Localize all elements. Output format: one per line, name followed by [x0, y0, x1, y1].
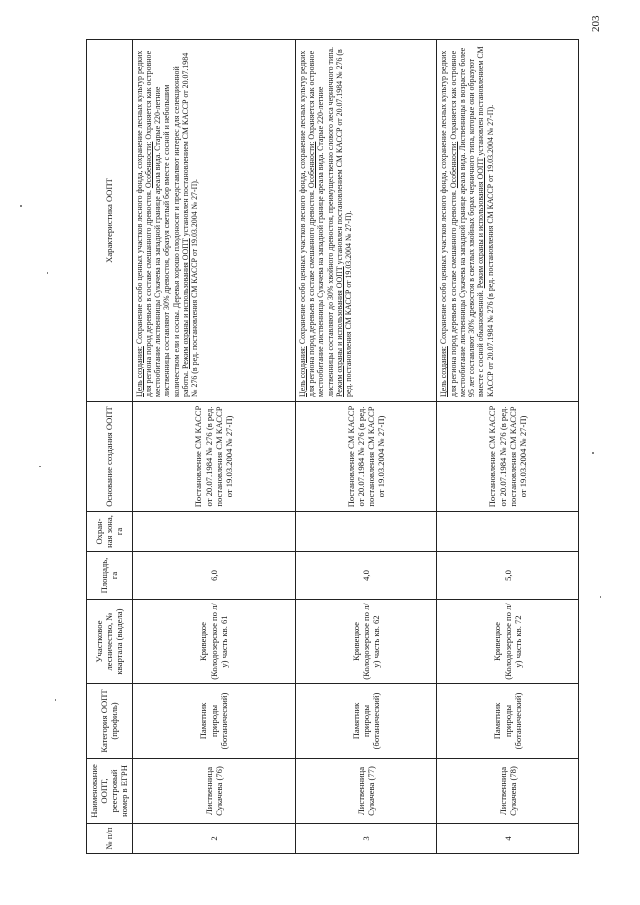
- feature-text: Охраняется как островное местообитание лиственницы Сукачева на западной границе ареала вида. Старые 220-летние лиственницы составляют до 30% хвойного древостоя, преимущественно слового леса черничного типа.: [307, 47, 335, 397]
- row-number: 2: [132, 824, 295, 854]
- feature-label: Особенности:: [307, 141, 317, 189]
- row-forestry: Кривецкое (Колодозерское по л/у) часть кв. 62: [295, 600, 437, 684]
- registry-table: [86, 39, 579, 854]
- scan-speck: [47, 272, 48, 274]
- goal-text: Сохранение особо ценных участков лесного фонда, сохранение лесных культур редких для региона пород деревьев в составе смешанного древостоя.: [439, 50, 458, 397]
- row-number: 3: [295, 824, 437, 854]
- row-description: [437, 40, 579, 402]
- header-num: № п/п: [87, 824, 133, 854]
- header-basis: Основание создания ООПТ: [87, 402, 133, 512]
- goal-text: Сохранение особо ценных участков лесного фонда, сохранение лесных культур редких для региона пород деревьев в составе смешанного древостоя.: [134, 50, 153, 397]
- row-area: 4,0: [295, 552, 437, 600]
- scan-speck: [592, 452, 594, 454]
- scan-speck: [39, 466, 41, 467]
- row-basis: Постановление СМ КАССР от 20.07.1984 № 276 (в ред. постановления СМ КАССР от 19.03.2004 № 27-П): [437, 402, 579, 512]
- row-category: Памятник природы (ботанический): [295, 684, 437, 759]
- rotated-table-container: [86, 40, 579, 854]
- table-row: [437, 40, 579, 854]
- regime-label: Режим охраны и использования ООПТ: [180, 238, 190, 369]
- regime-text: установлен постановлением СМ КАССР от 20.07.1984 № 276 (в ред. постановления СМ КАССР от 19.03.2004 № 27-П).: [334, 49, 354, 397]
- row-description: [295, 40, 437, 402]
- header-area: Площадь, га: [87, 552, 133, 600]
- feature-label: Особенности:: [448, 141, 458, 189]
- feature-text: Охраняется как островное местообитание лиственницы Сукачева на западной границе ареала вида. Старые 220-летние лиственницы составляют 30% древостоя, образуя светлый бор вместе с сосной и небольшим количеством ели и сосны. Деревья хорошо плодоносят и представляют интерес для селекционной работы.: [143, 50, 190, 397]
- row-area: 5,0: [437, 552, 579, 600]
- header-name: Наименование ООПТ, реестровый номер в ЕГРН: [87, 759, 133, 824]
- feature-text: Охраняется как островное местообитание лиственницы Сукачева на западной границе ареала вида. Лиственницы в возрасте более 95 лет составляют 30% древостоя в светлых хвойных борах черничного типа, которые они образуют вместе с сосной обыкновенной.: [448, 47, 486, 397]
- row-forestry: Кривецкое (Колодозерское по л/у) часть кв. 72: [437, 600, 579, 684]
- row-forestry: Кривецкое (Колодозерское по л/у) часть кв. 61: [132, 600, 295, 684]
- goal-label: Цель создания:: [439, 346, 449, 397]
- header-category: Категория ООПТ (профиль): [87, 684, 133, 759]
- goal-text: Сохранение особо ценных участков лесного фонда, сохранение лесных культур редких для региона пород деревьев в составе смешанного древостоя.: [297, 50, 317, 397]
- header-row: [87, 40, 133, 854]
- goal-label: Цель создания:: [134, 346, 144, 397]
- header-buffer: Охран-ная зона, га: [87, 512, 133, 552]
- regime-text: установлен постановлением СМ КАССР от 20.07.1984 № 276 (в ред. постановления СМ КАССР от 19.03.2004 № 27-П).: [180, 52, 200, 397]
- feature-label: Особенности:: [143, 141, 153, 189]
- row-number: 4: [437, 824, 579, 854]
- table-row: [295, 40, 437, 854]
- row-buffer: [437, 512, 579, 552]
- regime-label: Режим охраны и использования ООПТ: [334, 266, 344, 397]
- row-category: Памятник природы (ботанический): [132, 684, 295, 759]
- regime-text: установлен постановлением СМ КАССР от 20.07.1984 № 276 (в ред. постановления СМ КАССР от 19.03.2004 № 27-П).: [476, 46, 495, 397]
- row-buffer: [295, 512, 437, 552]
- scan-speck: [20, 205, 22, 207]
- table-row: [132, 40, 295, 854]
- scan-speck: [600, 596, 601, 598]
- page-number: 203: [590, 15, 602, 32]
- row-buffer: [132, 512, 295, 552]
- scan-speck: [55, 699, 56, 701]
- row-basis: Постановление СМ КАССР от 20.07.1984 № 276 (в ред. постановления СМ КАССР от 19.03.2004 № 27-П): [132, 402, 295, 512]
- row-basis: Постановление СМ КАССР от 20.07.1984 № 276 (в ред. постановления СМ КАССР от 19.03.2004 № 27-П): [295, 402, 437, 512]
- row-category: Памятник природы (ботанический): [437, 684, 579, 759]
- goal-label: Цель создания:: [297, 346, 307, 397]
- regime-label: Режим охраны и использования ООПТ: [476, 157, 486, 289]
- row-name: Лиственница Сукачева (77): [295, 759, 437, 824]
- row-description: [132, 40, 295, 402]
- row-area: 6,0: [132, 552, 295, 600]
- row-name: Лиственница Сукачева (78): [437, 759, 579, 824]
- header-forestry: Участковое лесничество, № квартала (выдела): [87, 600, 133, 684]
- row-name: Лиственница Сукачева (76): [132, 759, 295, 824]
- header-description: Характеристика ООПТ: [87, 40, 133, 402]
